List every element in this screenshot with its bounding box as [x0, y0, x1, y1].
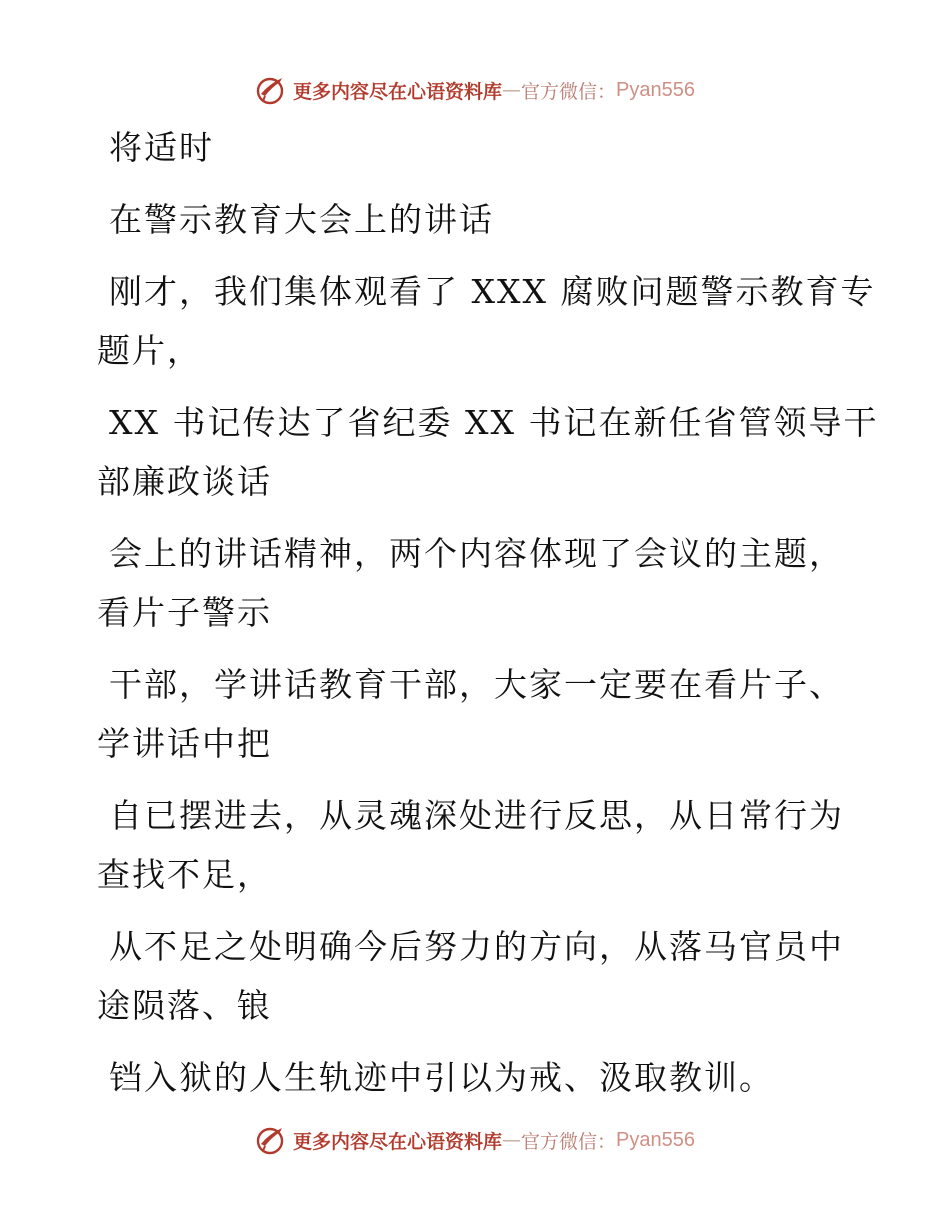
footer-brand-text: 更多内容尽在心语资料库	[293, 1130, 503, 1153]
paragraph-line: 刚才，我们集体观看了 XXX 腐败问题警示教育专	[109, 272, 876, 311]
footer-separator: —	[502, 1129, 522, 1151]
paragraph-line: 部廉政谈话	[97, 462, 272, 501]
paragraph	[97, 262, 876, 380]
paragraph-line: 在警示教育大会上的讲话	[109, 200, 494, 239]
header-brand-text: 更多内容尽在心语资料库	[293, 80, 503, 103]
paragraph-line: 会上的讲话精神，两个内容体现了会议的主题，	[109, 534, 844, 573]
paragraph-line: 从不足之处明确今后努力的方向，从落马官员中	[109, 927, 844, 966]
paragraph	[97, 393, 879, 511]
paragraph	[97, 118, 857, 177]
paragraph-line: 干部，学讲话教育干部，大家一定要在看片子、	[109, 665, 844, 704]
header-separator: —	[502, 79, 522, 101]
paragraph-line: 自已摆进去，从灵魂深处进行反思，从日常行为	[109, 796, 844, 835]
pen-logo-icon	[255, 1124, 287, 1156]
paragraph-line: 查找不足，	[97, 855, 272, 894]
paragraph	[97, 786, 857, 904]
paragraph	[97, 917, 857, 1035]
footer-official-label: 官方微信：	[521, 1130, 617, 1153]
paragraph-line: 题片，	[97, 331, 202, 370]
footer-banner	[0, 1122, 950, 1158]
paragraph-line: XX 书记传达了省纪委 XX 书记在新任省管领导干	[109, 403, 879, 442]
paragraph	[97, 1048, 857, 1107]
paragraph-line: 学讲话中把	[97, 724, 272, 763]
footer-wechat-id: Pyan556	[616, 1128, 695, 1151]
header-official-label: 官方微信：	[521, 80, 617, 103]
pen-logo-icon	[255, 74, 287, 106]
paragraph-line: 途陨落、锒	[97, 986, 272, 1025]
paragraph-line: 将适时	[109, 128, 214, 167]
header-banner	[0, 72, 950, 108]
paragraph	[97, 524, 857, 642]
document-body	[97, 118, 879, 1107]
header-wechat-id: Pyan556	[616, 78, 695, 101]
paragraph-line: 铛入狱的人生轨迹中引以为戒、汲取教训。	[109, 1058, 774, 1097]
paragraph	[97, 190, 857, 249]
paragraph-line: 看片子警示	[97, 593, 272, 632]
paragraph	[97, 655, 857, 773]
